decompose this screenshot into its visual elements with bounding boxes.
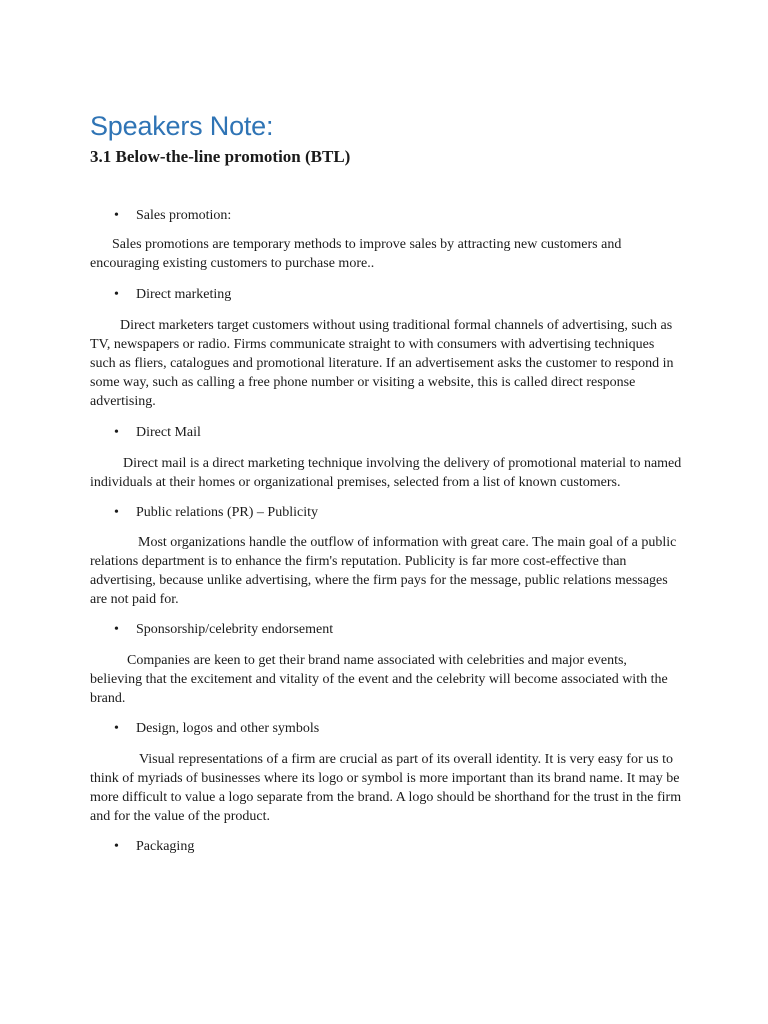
paragraph-public-relations: Most organizations handle the outflow of information with great care. The main goal of a public relations department is to enhance the firm's reputation. Publicity is far more cost-effective than advertising, because unlike advertising, where the firm pays for the message, public relations messages are not paid for. bbox=[90, 535, 677, 607]
bullet-item-sales-promotion bbox=[90, 206, 682, 225]
bullet-dot-icon: • bbox=[114, 287, 119, 302]
bullet-label: Design, logos and other symbols bbox=[136, 721, 320, 736]
bullet-label: Public relations (PR) – Publicity bbox=[136, 505, 318, 520]
bullet-label: Sponsorship/celebrity endorsement bbox=[136, 622, 334, 637]
paragraph-direct-mail: Direct mail is a direct marketing technique involving the delivery of promotional material to named individuals at their homes or organizational premises, selected from a list of known customers. bbox=[90, 456, 682, 490]
bullet-item-direct-marketing bbox=[90, 285, 682, 304]
bullet-item-direct-mail bbox=[90, 423, 682, 442]
bullet-dot-icon: • bbox=[114, 839, 119, 854]
paragraph-direct-marketing: Direct marketers target customers without using traditional formal channels of advertising, such as TV, newspapers or radio. Firms communicate straight to with consumers with advertising techniques such as fliers, catalogues and promotional literature. If an advertisement asks the customer to respond in some way, such as calling a free phone number or visiting a website, this is called direct response advertising. bbox=[90, 318, 674, 409]
paragraph-sponsorship: Companies are keen to get their brand name associated with celebrities and major events, believing that the excitement and vitality of the event and the celebrity will become associated with the brand. bbox=[90, 653, 668, 706]
bullet-dot-icon: • bbox=[114, 721, 119, 736]
bullet-item-design-logos bbox=[90, 719, 682, 738]
bullet-item-public-relations bbox=[90, 503, 682, 522]
bullet-label: Direct marketing bbox=[136, 287, 232, 302]
section-heading: 3.1 Below-the-line promotion (BTL) bbox=[90, 147, 351, 166]
bullet-item-sponsorship bbox=[90, 620, 682, 639]
paragraph-sales-promotion: Sales promotions are temporary methods to improve sales by attracting new customers and encouraging existing customers to purchase more.. bbox=[90, 237, 622, 271]
paragraph-design-logos: Visual representations of a firm are crucial as part of its overall identity. It is very easy for us to think of myriads of businesses where its logo or symbol is more important than its brand name. It may be more difficult to value a logo separate from the brand. A logo should be shorthand for the trust in the firm and for the value of the product. bbox=[90, 752, 682, 824]
bullet-dot-icon: • bbox=[114, 425, 119, 440]
bullet-dot-icon: • bbox=[114, 622, 119, 637]
bullet-dot-icon: • bbox=[114, 505, 119, 520]
bullet-dot-icon: • bbox=[114, 208, 119, 223]
page-title: Speakers Note: bbox=[90, 111, 274, 141]
document-page bbox=[90, 108, 682, 856]
bullet-item-packaging bbox=[90, 837, 682, 856]
bullet-label: Direct Mail bbox=[136, 425, 201, 440]
bullet-label: Sales promotion: bbox=[136, 208, 232, 223]
bullet-label: Packaging bbox=[136, 839, 195, 854]
